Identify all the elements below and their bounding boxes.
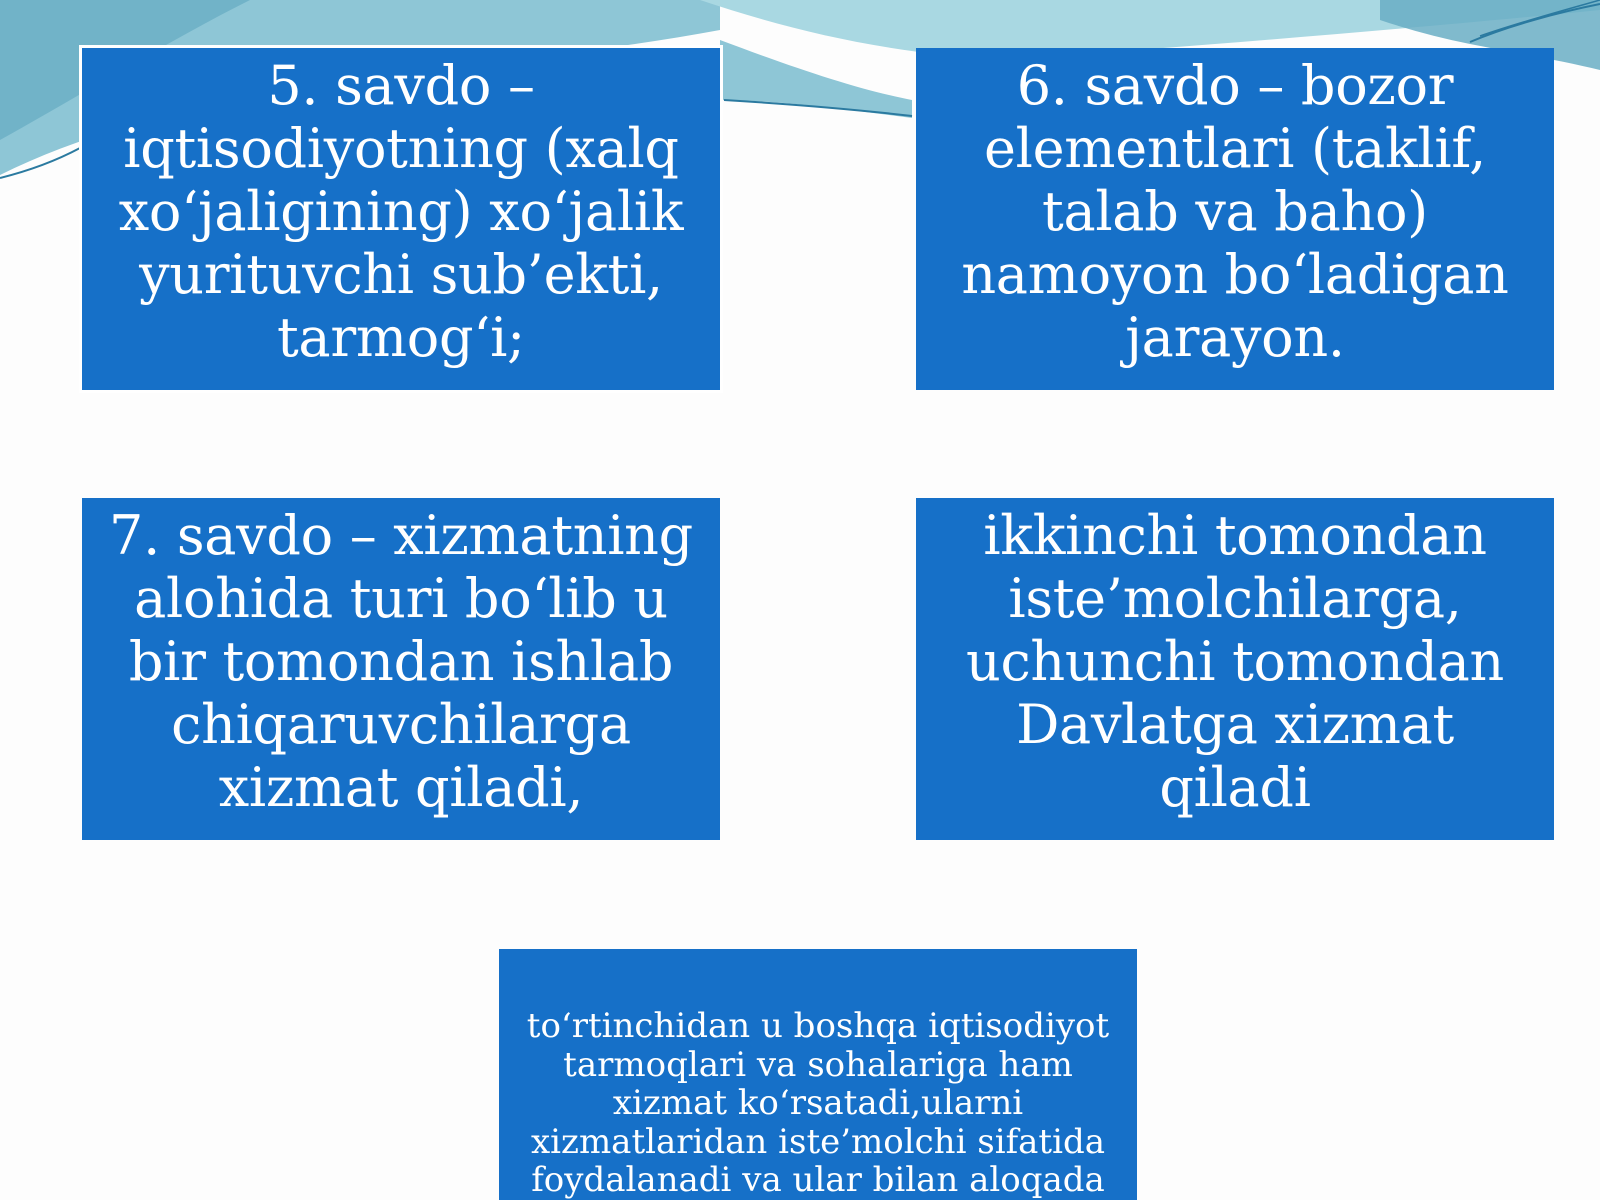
text-box-6-savdo-jarayon: 6. savdo – bozor elementlari (taklif, talab va baho) namoyon bo‘ladigan jarayon. (916, 48, 1554, 390)
text-box-5-savdo-subyekt: 5. savdo – iqtisodiyotning (xalq xo‘jaligining) xo‘jalik yurituvchi sub’ekti, tarmog‘i; (82, 48, 720, 390)
text-box-tortinchidan: to‘rtinchidan u boshqa iqtisodiyot tarmoqlari va sohalariga ham xizmat ko‘rsatadi,ularni xizmatlaridan iste’molchi sifatida foydalanadi va ular bilan aloqada (499, 949, 1137, 1200)
text-box-7-savdo-xizmat: 7. savdo – xizmatning alohida turi bo‘lib u bir tomondan ishlab chiqaruvchilarga xizmat qiladi, (82, 498, 720, 840)
text-box-ikkinchi-tomondan: ikkinchi tomondan iste’molchilarga, uchunchi tomondan Davlatga xizmat qiladi (916, 498, 1554, 840)
